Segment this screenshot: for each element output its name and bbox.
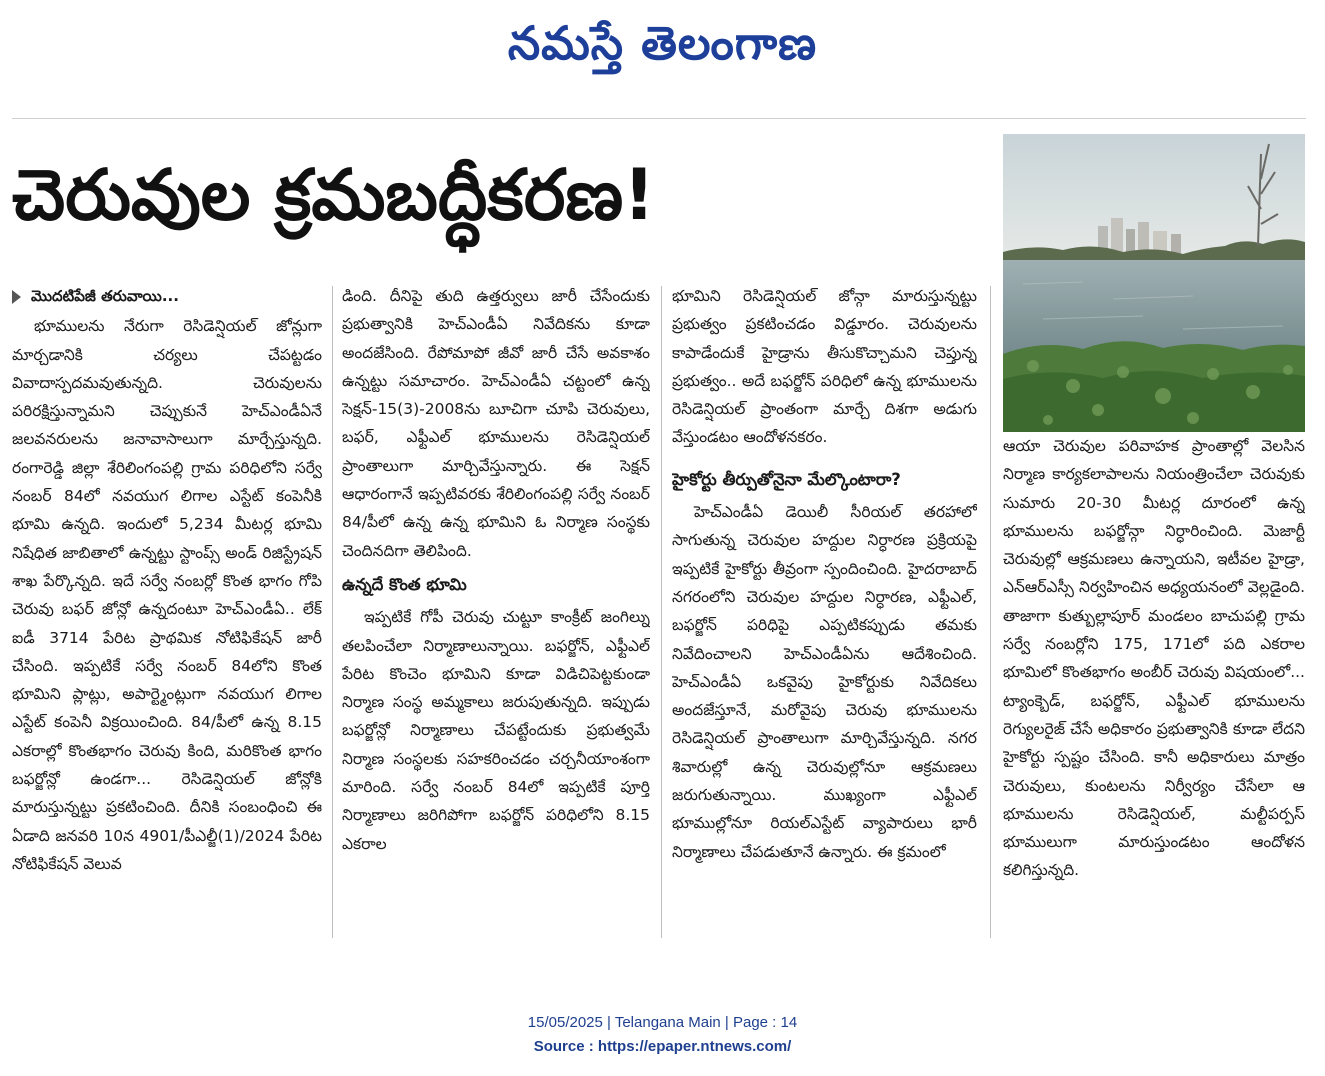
masthead-title: నమస్తే తెలంగాణ: [507, 16, 818, 70]
paragraph: భూమిని రెసిడెన్షియల్ జోన్గా మారుస్తున్నట్టు ప్రభుత్వం ప్రకటించడం విడ్డూరం. చెరువులను కాపాడేందుకే హైడ్రాను తీసుకొచ్చామని చెప్తున్న ప్రభుత్వం.. అదే బఫర్జోన్ పరిధిలో ఉన్న భూములను రెసిడెన్షియల్ ప్రాంతంగా మార్చే దిశగా అడుగు వేస్తుండటం ఆందోళనకరం.: [672, 287, 977, 447]
section-subheading: హైకోర్టు తీర్పుతోనైనా మేల్కొంటారా?: [672, 469, 901, 489]
lake-photo: [1003, 134, 1305, 432]
paragraph: ఆయా చెరువుల పరివాహక ప్రాంతాల్లో వెలసిన నిర్మాణ కార్యకలాపాలను నియంత్రించేలా చెరువుకు సుమారు 20-30 మీటర్ల దూరంలో ఉన్న భూములను బఫర్జోన్గా నిర్ధారించింది. మెజార్టీ చెరువుల్లో ఆక్రమణలు ఉన్నాయని, ఇటీవల హైడ్రా, ఎన్ఆర్ఎస్సీ నిర్వహించిన అధ్యయనంలో వెల్లడైంది. తాజాగా కుత్బుల్లాపూర్ మండలం బాచుపల్లి గ్రామ సర్వే నంబర్లోని 175, 171లో పది ఎకరాల భూమిలో కొంతభాగం అంబీర్ చెరువు విషయంలో... ట్యాంక్బెడ్, బఫర్జోన్, ఎఫ్టీఎల్ భూములను రెగ్యులరైజ్ చేసే అధికారం ప్రభుత్వానికి కూడా లేదని హైకోర్టు స్పష్టం చేసింది. కానీ అధికారులు మాత్రం చెరువులు, కుంటలను నిర్వీర్యం చేసేలా ఆ భూములను రెసిడెన్షియల్, మల్టీపర్పస్ భూములుగా మారుస్తుండటం ఆందోళన కలిగిస్తున్నది.: [1003, 437, 1305, 880]
column-divider: [332, 286, 333, 938]
footer-edition-info: 15/05/2025 | Telangana Main | Page : 14: [527, 1014, 798, 1031]
continuation-label: [12, 282, 322, 310]
article-column-3: [672, 282, 977, 942]
top-divider: [12, 118, 1306, 119]
jump-text: మొదటిపేజీ తరువాయి...: [31, 287, 179, 305]
chevron-right-icon: [12, 290, 21, 304]
article-column-2: [342, 282, 650, 942]
article-column-1: [12, 282, 322, 942]
newspaper-masthead: [0, 8, 1325, 78]
paragraph: డింది. దీనిపై తుది ఉత్తర్వులు జారీ చేసేందుకు ప్రభుత్వానికి హెచ్ఎండీఏ నివేదికను కూడా అందజేసింది. రేపోమాపో జీవో జారీ చేసే అవకాశం ఉన్నట్టు సమాచారం. హెచ్ఎండీఏ చట్టంలో ఉన్న సెక్షన్-15(3)-2008ను బూచిగా చూపి చెరువులు, బఫర్, ఎఫ్టీఎల్ భూములను రెసిడెన్షియల్ ప్రాంతాలుగా మార్చివేస్తున్నారు. ఈ సెక్షన్ ఆధారంగానే ఇప్పటివరకు శేరిలింగంపల్లి సర్వే నంబర్ 84/పీలో ఉన్న ఉన్న భూమిని ఓ నిర్మాణ సంస్థకు చెందినదిగా తెలిపింది.: [342, 287, 650, 560]
paragraph: ఇప్పటికే గోపీ చెరువు చుట్టూ కాంక్రీట్ జంగిల్ను తలపించేలా నిర్మాణాలున్నాయి. బఫర్జోన్, ఎఫ్టీఎల్ పేరిట కొంచెం భూమిని కూడా విడిచిపెట్టకుండా నిర్మాణ సంస్థ అమ్మకాలు జరుపుతున్నది. ఇప్పుడు బఫర్జోన్లో నిర్మాణాలు చేపట్టేందుకు ప్రభుత్వమే నిర్మాణ సంస్థలకు సహకరించడం చర్చనీయాంశంగా మారింది. సర్వే నంబర్ 84లో ఇప్పటికే పూర్తి నిర్మాణాలు జరిగిపోగా బఫర్జోన్ పరిధిలోని 8.15 ఎకరాల: [342, 608, 650, 853]
column-divider: [990, 286, 991, 938]
lake-photo-illustration: [1003, 134, 1305, 432]
column-divider: [661, 286, 662, 938]
article-headline: చెరువుల క్రమబద్ధీకరణ!: [12, 154, 656, 236]
paragraph: భూములను నేరుగా రెసిడెన్షియల్ జోన్లుగా మార్చడానికి చర్యలు చేపట్టడం వివాదాస్పదమవుతున్నది. చెరువులను పరిరక్షిస్తున్నామని చెప్పుకునే హెచ్ఎండీఏనే జలవనరులను జనావాసాలుగా మార్చేస్తున్నది. రంగారెడ్డి జిల్లా శేరిలింగంపల్లి గ్రామ పరిధిలోని సర్వే నంబర్ 84లో నవయుగ లిగాల ఎస్టేట్ కంపెనీకి భూమి ఉన్నది. ఇందులో 5,234 మీటర్ల భూమి నిషేధిత జాబితాలో ఉన్నట్టు స్టాంప్స్ అండ్ రిజిస్ట్రేషన్ శాఖ పేర్కొన్నది. ఇదే సర్వే నంబర్లో కొంత భాగం గోపి చెరువు బఫర్ జోన్లో ఉన్నదంటూ హెచ్ఎండీఏ.. లేక్ ఐడీ 3714 పేరిట ప్రాథమిక నోటిఫికేషన్ జారీ చేసింది. ఇప్పటికే సర్వే నంబర్ 84లోని కొంత భూమిని ప్లాట్లు, అపార్ట్మెంట్లుగా నవయుగ లిగాల ఎస్టేట్ కంపెనీ విక్రయించింది. 84/పీలో ఉన్న 8.15 ఎకరాల్లో కొంతభాగం చెరువు కింది, మరికొంత భాగం బఫర్జోన్లో ఉండగా... రెసిడెన్షియల్ జోన్లోకి మారుస్తున్నట్టు ప్రకటించింది. దీనికి సంబంధించి ఈ ఏడాది జనవరి 10న 4901/పీఎల్జీ(1)/2024 పేరిట నోటిఫికేషన్ వెలువ: [12, 317, 322, 873]
paragraph: హెచ్ఎండీఏ డెయిలీ సీరియల్ తరహాలో సాగుతున్న చెరువుల హద్దుల నిర్ధారణ ప్రక్రియపై ఇప్పటికే హైకోర్టు తీవ్రంగా స్పందించింది. హైదరాబాద్ నగరంలోని చెరువుల హద్దుల నిర్ధారణ, ఎఫ్టీఎల్, బఫర్జోన్ పరిధిపై ఎప్పటికప్పుడు తమకు నివేదించాలని హెచ్ఎండీఏను ఆదేశించింది. హెచ్ఎండీఏ ఒకవైపు హైకోర్టుకు నివేదికలు అందజేస్తూనే, మరోవైపు చెరువు భూములను రెసిడెన్షియల్ ప్రాంతాలుగా మార్చివేస్తున్నది. నగర శివారుల్లో ఉన్న చెరువుల్లోనూ ఆక్రమణలు జరుగుతున్నాయి. ముఖ్యంగా ఎఫ్టీఎల్ భూముల్లోనూ రియల్ఎస్టేట్ వ్యాపారులు భారీ నిర్మాణాలు చేపడుతూనే ఉన్నారు. ఈ క్రమంలో: [672, 503, 977, 861]
article-column-4: [1003, 432, 1305, 942]
footer-source-link[interactable]: Source : https://epaper.ntnews.com/: [533, 1038, 792, 1055]
section-subheading: ఉన్నదే కొంత భూమి: [342, 574, 467, 594]
